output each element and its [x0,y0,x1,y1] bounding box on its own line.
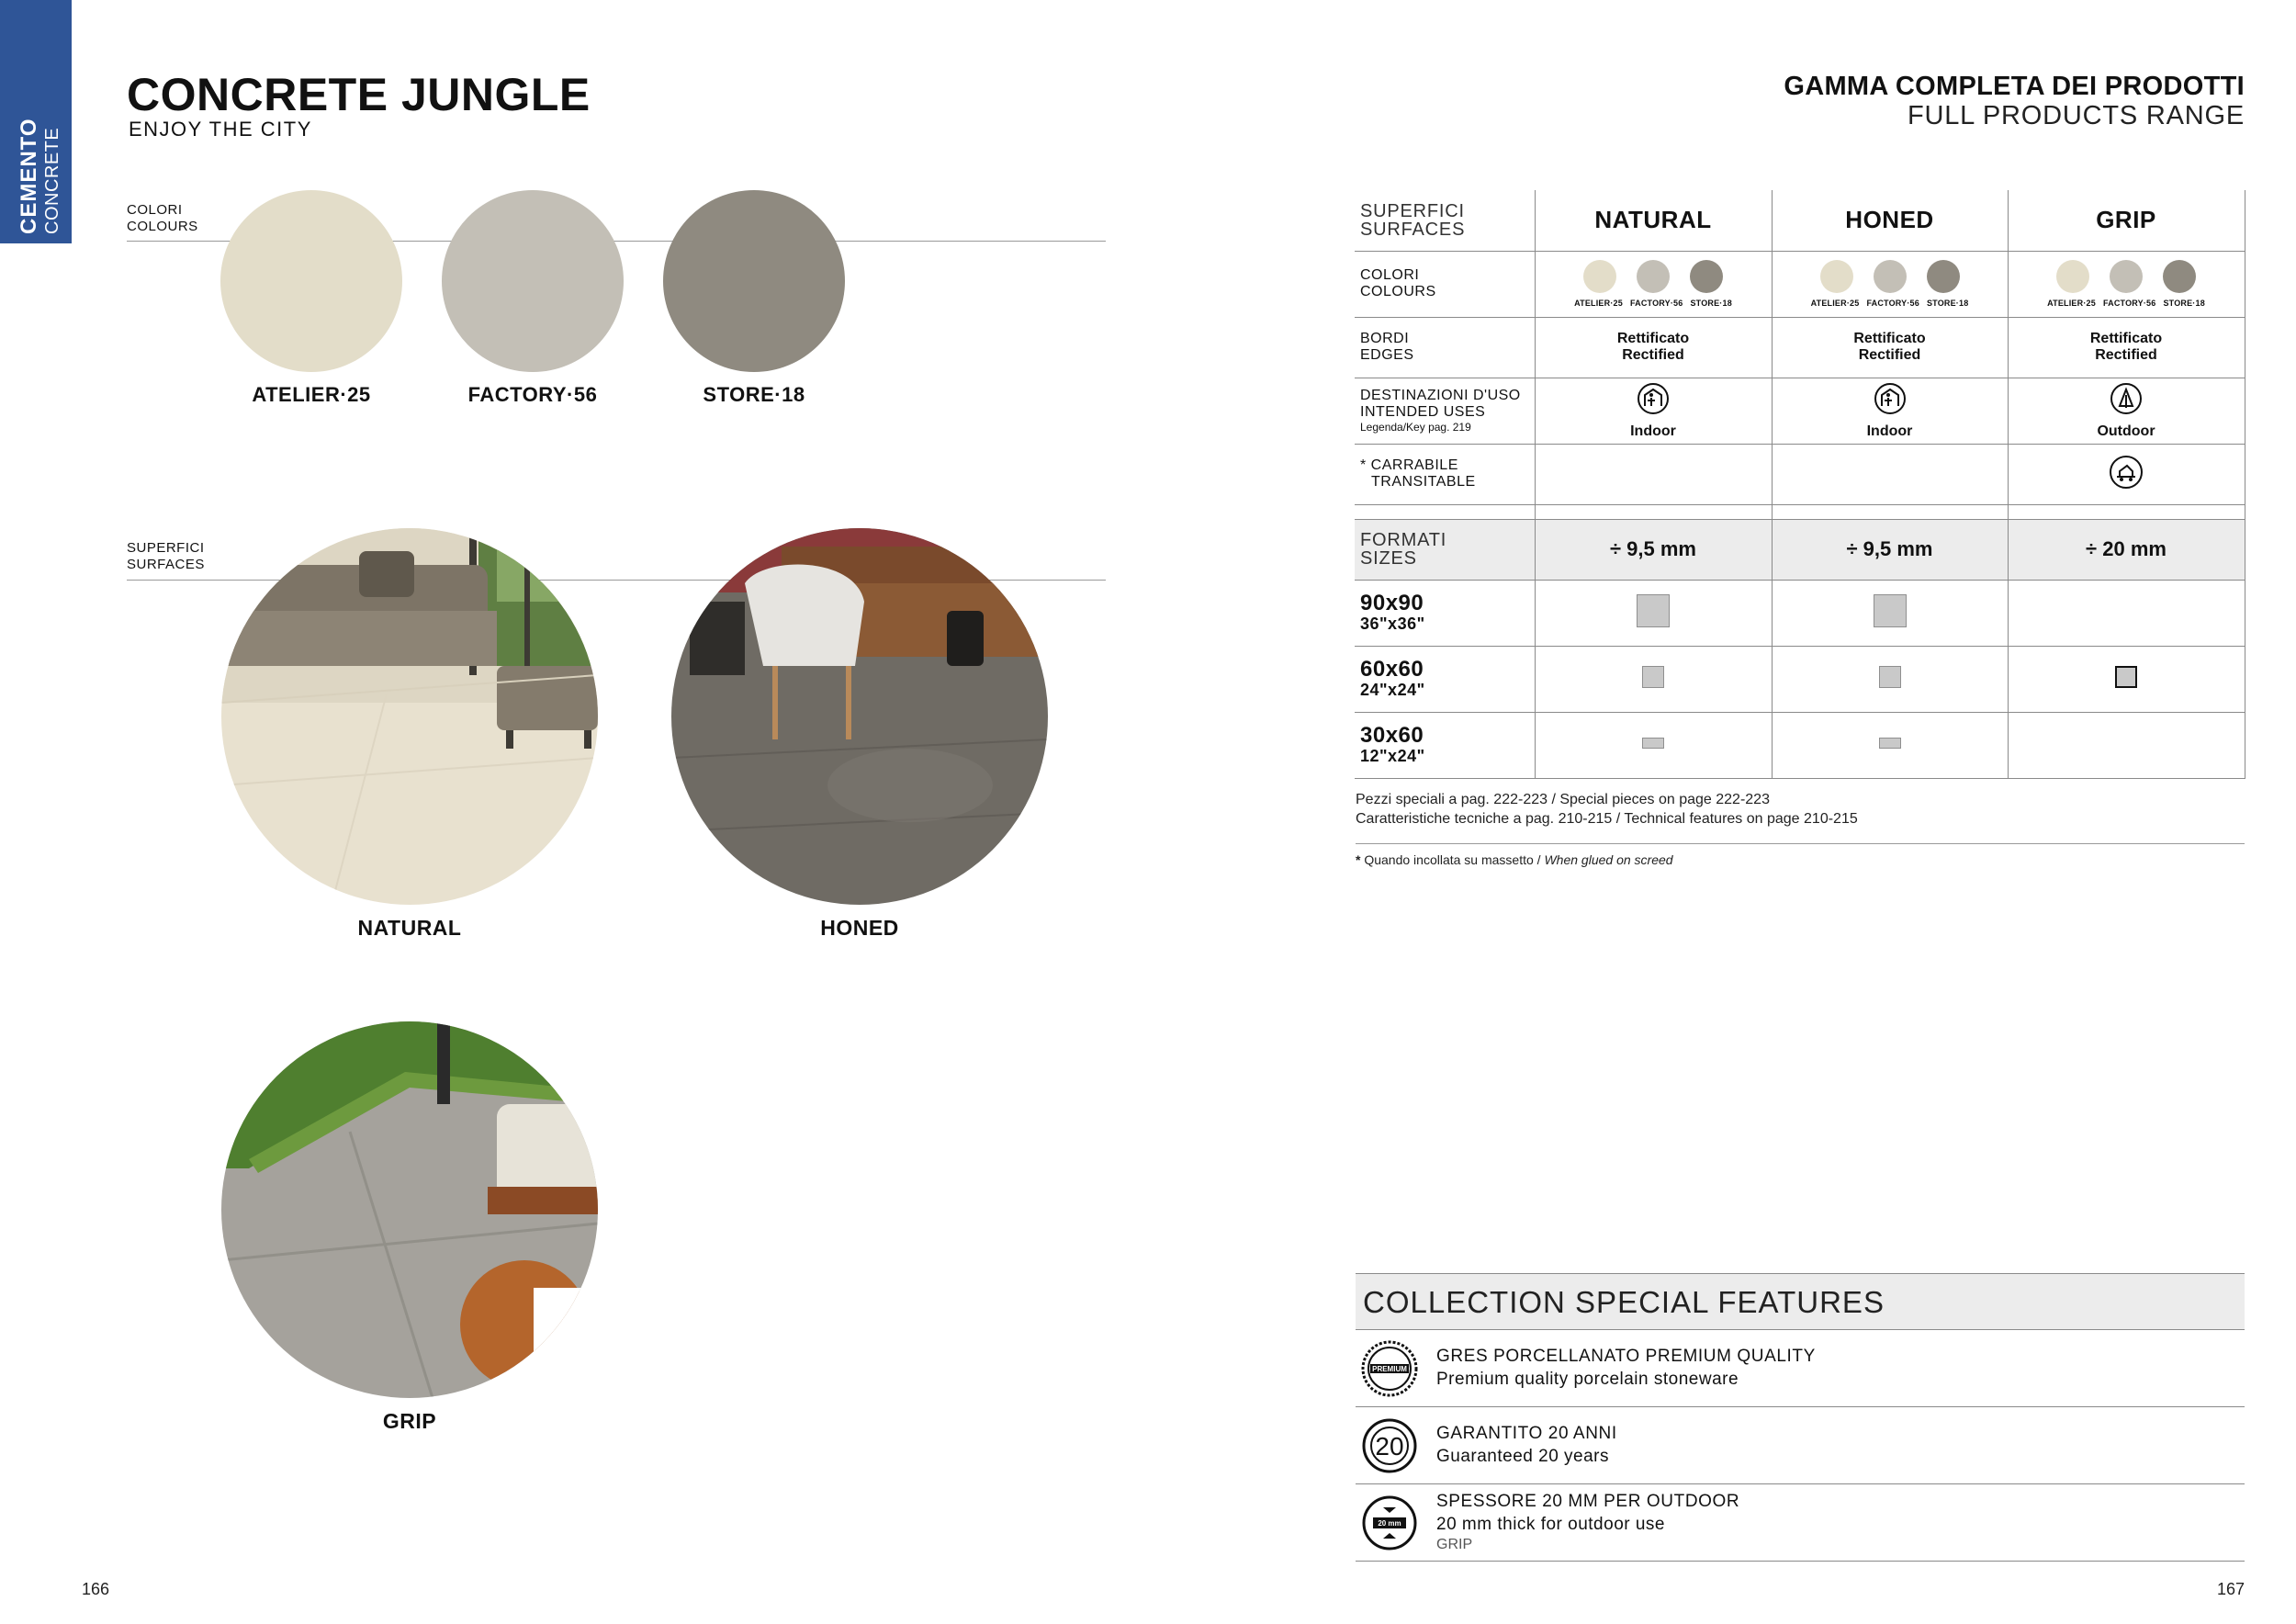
tile-size-indicator [1642,666,1664,688]
table-row-surfaces [1355,190,2245,251]
table-row-carrabile [1355,444,2245,504]
technical-features-note: Caratteristiche tecniche a pag. 210-215 / Technical features on page 210-215 [1356,811,1858,827]
mini-colour-swatch [1637,260,1670,293]
intended-use-label: Indoor [1866,423,1913,439]
table-row-label [1355,712,1535,778]
table-spacer-cell [1772,504,2008,519]
mini-swatch-names [1773,299,2008,308]
carrabile-cell [1535,444,1772,504]
edges-value-it: Rettificato [2089,331,2163,346]
mini-swatch-name: FACTORY·56 [1629,299,1683,308]
table-row-label [1355,646,1535,712]
table-row-label [1355,444,1535,504]
mini-swatch-names [1536,299,1772,308]
thickness-20mm-icon [1361,1494,1418,1551]
table-row-sizes-header [1355,519,2245,580]
intended-use-cell [1535,378,1772,444]
intended-use-label: Indoor [1630,423,1676,439]
colours-label-it: COLORI [1360,267,1420,283]
page-number-left: 166 [82,1580,110,1598]
colour-swatches-cell [2008,251,2245,317]
collection-title: CONCRETE JUNGLE [127,69,591,120]
page-number-right: 167 [2216,1580,2245,1598]
size-availability-cell [2008,646,2245,712]
section-tab-label-it: CEMENTO [17,118,41,234]
table-spacer-cell [2008,504,2245,519]
mini-colour-swatch [1874,260,1907,293]
mini-swatch-name: FACTORY·56 [2102,299,2156,308]
swatch-factory-56 [442,190,624,372]
section-tab [0,0,72,243]
table-row-colours [1355,251,2245,317]
swatch-label: STORE·18 [703,383,805,406]
edges-cell [1535,317,1772,378]
feature-surface-note: GRIP [1436,1537,1473,1552]
swatch-atelier-25 [220,190,402,372]
honed-surface-photo [671,528,1048,905]
colours-label-it: COLORI [127,202,183,218]
premium-icon-text: PREMIUM [1372,1364,1407,1373]
special-features-box [1356,1273,2245,1562]
size-availability-cell [2008,580,2245,646]
intended-use-label: Outdoor [2097,423,2155,439]
table-row-size [1355,646,2245,712]
edges-value-en: Rectified [2095,347,2157,363]
edges-value-it: Rettificato [1616,331,1690,346]
surfaces-label-it: SUPERFICI [1360,200,1465,221]
size-imperial: 24"x24" [1360,680,1425,699]
collection-subtitle: ENJOY THE CITY [129,118,312,141]
mini-swatch-row [1773,260,2008,293]
edges-cell [1772,317,2008,378]
tile-size-indicator [2115,666,2137,688]
swatch-label: FACTORY·56 [467,383,598,406]
footnote-it: Quando incollata su massetto / [1364,852,1541,867]
swatch-label: ATELIER·25 [252,383,371,406]
surface-label: GRIP [382,1409,437,1433]
edges-cell [2008,317,2245,378]
mini-swatch-name: ATELIER·25 [2047,299,2096,308]
surface-label: NATURAL [357,916,462,940]
colour-swatches-cell [1772,251,2008,317]
carrabile-cell [1772,444,2008,504]
feature-title-it: GARANTITO 20 ANNI [1436,1424,1617,1443]
mini-swatch-name: ATELIER·25 [1810,299,1860,308]
mini-colour-swatch [2163,260,2196,293]
carrabile-cell [2008,444,2245,504]
table-row-size [1355,580,2245,646]
thickness-icon-text: 20 mm [1378,1518,1401,1528]
table-spacer-cell [1535,504,1772,519]
mini-colour-swatch [1927,260,1960,293]
table-row-edges [1355,317,2245,378]
column-header-natural: NATURAL [1535,190,1772,251]
feature-row [1356,1330,2245,1407]
range-subtitle: FULL PRODUCTS RANGE [1907,101,2245,130]
carrabile-label-en: TRANSITABLE [1371,474,1476,490]
surfaces-label-en: SURFACES [1360,219,1466,240]
table-row-label [1355,378,1535,444]
sizes-label-it: FORMATI [1360,530,1447,550]
feature-text [1436,1424,1617,1467]
table-row-label [1355,190,1535,251]
table-row-label [1355,519,1535,580]
carrabile-label-it: * CARRABILE [1360,457,1458,473]
tile-size-indicator [1879,666,1901,688]
thickness-cell: ÷ 20 mm [2008,519,2245,580]
edges-value-en: Rectified [1858,347,1921,363]
surfaces-label-it: SUPERFICI [127,540,205,556]
size-imperial: 36"x36" [1360,614,1425,633]
grip-surface-photo [221,1021,598,1398]
mini-swatch-name: ATELIER·25 [1574,299,1623,308]
column-header-grip: GRIP [2008,190,2245,251]
thickness-value: 9,5 mm [1863,537,1933,560]
size-availability-cell [1772,712,2008,778]
thickness-value: 20 mm [2102,537,2167,560]
edges-value-en: Rectified [1622,347,1684,363]
premium-quality-icon [1361,1340,1418,1397]
table-row-label [1355,317,1535,378]
mini-colour-swatch [1690,260,1723,293]
uses-label-en: INTENDED USES [1360,404,1486,420]
indoor-use-icon [1637,382,1670,415]
range-title: GAMMA COMPLETA DEI PRODOTTI [1784,72,2245,101]
size-imperial: 12"x24" [1360,746,1425,765]
feature-row [1356,1484,2245,1562]
intended-use-cell [2008,378,2245,444]
size-metric: 60x60 [1360,656,1424,682]
intended-use-cell [1772,378,2008,444]
size-metric: 90x90 [1360,590,1424,615]
feature-title-en: 20 mm thick for outdoor use [1436,1515,1665,1534]
table-row-label [1355,251,1535,317]
special-pieces-note: Pezzi speciali a pag. 222-223 / Special pieces on page 222-223 [1356,792,1770,807]
guarantee-icon-text: 20 [1375,1431,1404,1460]
edges-label-en: EDGES [1360,347,1414,363]
outdoor-use-icon [2110,382,2143,415]
mini-swatch-name: STORE·18 [1926,299,1969,308]
mini-swatch-row [1536,260,1772,293]
section-tab-label-en: CONCRETE [42,127,62,234]
tile-size-indicator [1642,738,1664,749]
edges-value-it: Rettificato [1853,331,1926,346]
feature-text [1436,1347,1816,1390]
edges-label-it: BORDI [1360,331,1410,346]
footnote-star: * [1356,852,1361,867]
feature-title-it: GRES PORCELLANATO PREMIUM QUALITY [1436,1347,1816,1366]
sizes-label-en: SIZES [1360,548,1417,569]
surface-label: HONED [820,916,899,940]
footnote [1356,852,1673,867]
size-availability-cell [1772,646,2008,712]
tile-size-indicator [1879,738,1901,749]
vehicle-traffic-icon [2109,455,2144,490]
thickness-cell: ÷ 9,5 mm [1535,519,1772,580]
colour-swatches-cell [1535,251,1772,317]
surfaces-label [127,540,205,573]
mini-colour-swatch [2056,260,2089,293]
feature-title-it: SPESSORE 20 MM PER OUTDOOR [1436,1492,1740,1511]
mini-colour-swatch [2110,260,2143,293]
size-availability-cell [1535,646,1772,712]
indoor-use-icon [1874,382,1907,415]
tile-size-indicator [1637,594,1670,627]
table-spacer-cell [1355,504,1535,519]
guarantee-20-years-icon [1361,1417,1418,1474]
mini-colour-swatch [1820,260,1853,293]
size-availability-cell [1535,580,1772,646]
surfaces-label-en: SURFACES [127,557,205,572]
feature-title-en: Premium quality porcelain stoneware [1436,1370,1739,1389]
size-availability-cell [1772,580,2008,646]
size-availability-cell [1535,712,1772,778]
colours-label [127,202,198,235]
table-row-size [1355,712,2245,778]
products-table [1355,190,2245,779]
feature-title-en: Guaranteed 20 years [1436,1447,1610,1466]
uses-key-note: Legenda/Key pag. 219 [1360,421,1471,434]
size-metric: 30x60 [1360,722,1424,748]
mini-colour-swatch [1583,260,1616,293]
size-availability-cell [2008,712,2245,778]
mini-swatch-name: STORE·18 [2163,299,2205,308]
thickness-value: 9,5 mm [1626,537,1696,560]
footnote-en: When glued on screed [1544,852,1673,867]
uses-label-it: DESTINAZIONI D'USO [1360,388,1521,403]
colours-label-en: COLOURS [127,219,198,234]
tile-size-indicator [1874,594,1907,627]
mini-swatch-names [2009,299,2245,308]
notes-divider [1356,843,2245,844]
feature-text [1436,1492,1739,1553]
features-title: COLLECTION SPECIAL FEATURES [1356,1273,2245,1330]
colours-label-en: COLOURS [1360,284,1436,299]
natural-surface-photo [221,528,598,905]
swatch-store-18 [663,190,845,372]
column-header-honed: HONED [1772,190,2008,251]
table-spacer-row [1355,504,2245,519]
mini-swatch-name: FACTORY·56 [1866,299,1919,308]
table-row-intended-uses [1355,378,2245,444]
table-row-label [1355,580,1535,646]
thickness-cell: ÷ 9,5 mm [1772,519,2008,580]
mini-swatch-name: STORE·18 [1690,299,1732,308]
mini-swatch-row [2009,260,2245,293]
feature-row [1356,1407,2245,1484]
